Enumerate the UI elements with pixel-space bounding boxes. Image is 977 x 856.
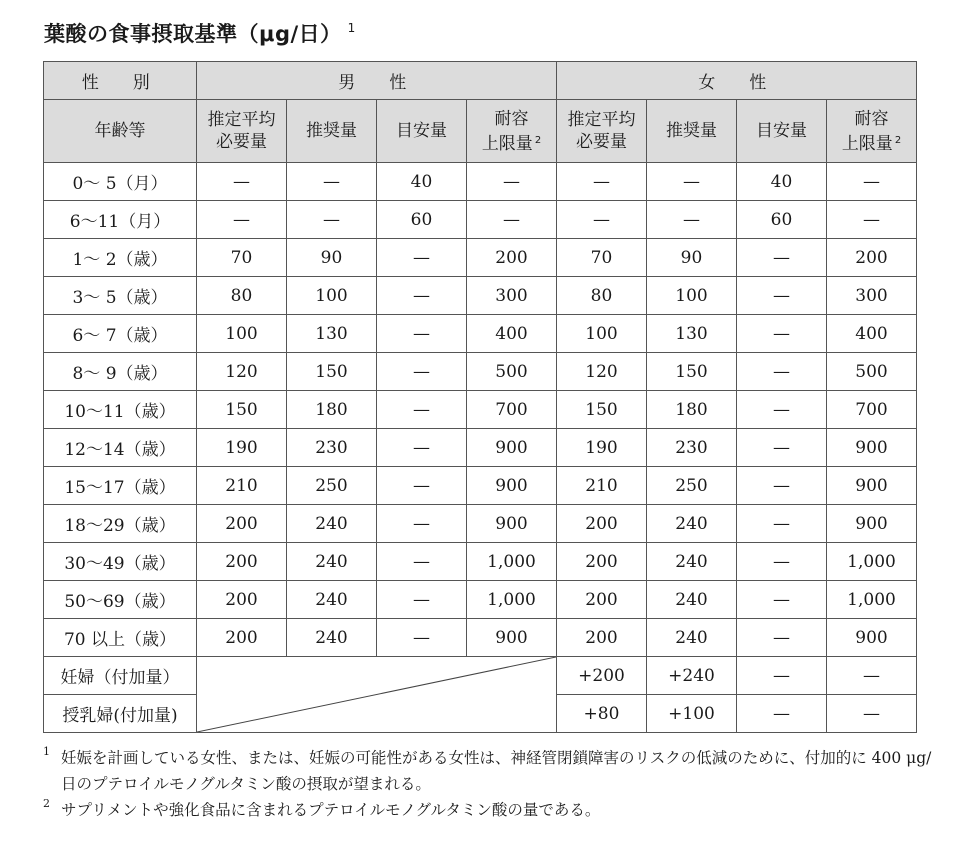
table-row: [44, 315, 917, 353]
table-row: [44, 581, 917, 619]
column-header: 耐容 上限量 $^2$: [467, 100, 557, 163]
male-value-cell: 250: [287, 467, 377, 505]
female-value-cell: —: [737, 505, 827, 543]
table-row: [44, 201, 917, 239]
age-cell: 30〜49（歳）: [44, 543, 197, 581]
female-value-cell: 500: [827, 353, 917, 391]
male-value-cell: —: [377, 239, 467, 277]
age-cell: 6〜 7（歳）: [44, 315, 197, 353]
male-value-cell: —: [287, 163, 377, 201]
female-value-cell: +80: [557, 695, 647, 733]
title-text: 葉酸の食事摂取基準（μg/日）: [44, 22, 342, 46]
page-title: [44, 18, 356, 48]
age-header: 年齢等: [44, 100, 197, 163]
male-value-cell: 200: [197, 581, 287, 619]
male-value-cell: 900: [467, 429, 557, 467]
female-value-cell: 400: [827, 315, 917, 353]
folate-intake-table: [43, 61, 917, 733]
male-value-cell: 200: [197, 619, 287, 657]
column-header: 推奨量: [287, 100, 377, 163]
column-header: 推定平均 必要量: [557, 100, 647, 163]
female-value-cell: 60: [737, 201, 827, 239]
male-value-cell: 200: [197, 505, 287, 543]
male-value-cell: 70: [197, 239, 287, 277]
male-value-cell: 240: [287, 543, 377, 581]
table-row: [44, 163, 917, 201]
male-value-cell: 900: [467, 619, 557, 657]
male-value-cell: —: [377, 391, 467, 429]
male-value-cell: —: [287, 201, 377, 239]
male-value-cell: 40: [377, 163, 467, 201]
sex-header: 性 別: [44, 62, 197, 100]
diagonal-line: [197, 657, 556, 732]
female-value-cell: 700: [827, 391, 917, 429]
female-value-cell: —: [647, 163, 737, 201]
male-value-cell: —: [377, 543, 467, 581]
age-cell: 0〜 5（月）: [44, 163, 197, 201]
female-value-cell: 200: [557, 619, 647, 657]
footnote-text: 妊娠を計画している女性、または、妊娠の可能性がある女性は、神経管閉鎖障害のリスクの低減のために、付加的に 400 μg/日のプテロイルモノグルタミン酸の摂取が望まれる。: [61, 749, 932, 793]
female-value-cell: 70: [557, 239, 647, 277]
female-value-cell: —: [737, 581, 827, 619]
footnote-1: [43, 745, 933, 797]
female-value-cell: —: [647, 201, 737, 239]
age-cell: 18〜29（歳）: [44, 505, 197, 543]
male-value-cell: 230: [287, 429, 377, 467]
male-value-cell: 700: [467, 391, 557, 429]
female-value-cell: —: [737, 391, 827, 429]
age-cell: 10〜11（歳）: [44, 391, 197, 429]
male-value-cell: —: [377, 315, 467, 353]
upper-limit-footnote-mark: 2: [894, 134, 902, 146]
female-value-cell: 240: [647, 505, 737, 543]
footnote-mark: 1: [43, 745, 50, 758]
age-cell: 50〜69（歳）: [44, 581, 197, 619]
age-cell: 3〜 5（歳）: [44, 277, 197, 315]
male-value-cell: 200: [467, 239, 557, 277]
table-row: [44, 543, 917, 581]
female-value-cell: 200: [557, 543, 647, 581]
female-value-cell: —: [827, 657, 917, 695]
male-value-cell: —: [377, 505, 467, 543]
female-value-cell: +100: [647, 695, 737, 733]
male-value-cell: 120: [197, 353, 287, 391]
female-value-cell: —: [737, 657, 827, 695]
column-header: 目安量: [737, 100, 827, 163]
male-value-cell: 190: [197, 429, 287, 467]
male-value-cell: —: [197, 201, 287, 239]
female-value-cell: —: [827, 695, 917, 733]
male-value-cell: 100: [287, 277, 377, 315]
male-value-cell: 60: [377, 201, 467, 239]
female-value-cell: 150: [647, 353, 737, 391]
female-value-cell: 100: [557, 315, 647, 353]
female-value-cell: —: [557, 163, 647, 201]
footnote-mark: 2: [43, 797, 50, 810]
age-cell: 15〜17（歳）: [44, 467, 197, 505]
male-value-cell: 180: [287, 391, 377, 429]
female-value-cell: 900: [827, 505, 917, 543]
age-cell: 8〜 9（歳）: [44, 353, 197, 391]
table-row: [44, 505, 917, 543]
female-value-cell: 210: [557, 467, 647, 505]
male-value-cell: —: [377, 429, 467, 467]
female-value-cell: 240: [647, 581, 737, 619]
male-value-cell: —: [377, 467, 467, 505]
male-value-cell: —: [467, 163, 557, 201]
female-value-cell: —: [827, 201, 917, 239]
male-value-cell: 900: [467, 467, 557, 505]
male-value-cell: 210: [197, 467, 287, 505]
male-value-cell: —: [197, 163, 287, 201]
column-header-row: [44, 100, 917, 163]
age-cell: 1〜 2（歳）: [44, 239, 197, 277]
female-value-cell: —: [737, 695, 827, 733]
male-value-cell: 200: [197, 543, 287, 581]
female-value-cell: 130: [647, 315, 737, 353]
female-value-cell: 250: [647, 467, 737, 505]
female-value-cell: —: [737, 619, 827, 657]
table-row: [44, 353, 917, 391]
upper-limit-footnote-mark: 2: [534, 134, 542, 146]
female-value-cell: —: [737, 429, 827, 467]
table-row: [44, 239, 917, 277]
female-value-cell: 190: [557, 429, 647, 467]
female-value-cell: 240: [647, 619, 737, 657]
female-value-cell: 900: [827, 467, 917, 505]
footnote-text: サプリメントや強化食品に含まれるプテロイルモノグルタミン酸の量である。: [61, 801, 601, 819]
male-value-cell: —: [377, 277, 467, 315]
age-cell: 妊婦（付加量）: [44, 657, 197, 695]
age-cell: 12〜14（歳）: [44, 429, 197, 467]
male-value-cell: 1,000: [467, 543, 557, 581]
female-value-cell: —: [737, 467, 827, 505]
female-value-cell: 150: [557, 391, 647, 429]
male-header: 男 性: [197, 62, 557, 100]
male-value-cell: 240: [287, 619, 377, 657]
female-value-cell: —: [737, 315, 827, 353]
column-header: 目安量: [377, 100, 467, 163]
female-value-cell: 100: [647, 277, 737, 315]
column-header: 推定平均 必要量: [197, 100, 287, 163]
male-value-cell: 240: [287, 581, 377, 619]
female-value-cell: 1,000: [827, 581, 917, 619]
male-value-cell: 90: [287, 239, 377, 277]
female-value-cell: 300: [827, 277, 917, 315]
female-value-cell: 120: [557, 353, 647, 391]
male-value-cell: 240: [287, 505, 377, 543]
title-footnote-mark: 1: [347, 21, 356, 35]
female-value-cell: 40: [737, 163, 827, 201]
female-value-cell: 900: [827, 619, 917, 657]
female-value-cell: 80: [557, 277, 647, 315]
female-value-cell: +200: [557, 657, 647, 695]
footnote-2: [43, 797, 933, 823]
female-value-cell: —: [827, 163, 917, 201]
male-value-cell: —: [377, 581, 467, 619]
male-value-cell: 80: [197, 277, 287, 315]
footnotes: [43, 745, 933, 823]
column-header: 耐容 上限量 $^2$: [827, 100, 917, 163]
female-value-cell: 200: [827, 239, 917, 277]
female-value-cell: 1,000: [827, 543, 917, 581]
age-cell: 70 以上（歳）: [44, 619, 197, 657]
table-row: [44, 277, 917, 315]
male-value-cell: 150: [287, 353, 377, 391]
table-row: [44, 467, 917, 505]
female-value-cell: +240: [647, 657, 737, 695]
table-row: [44, 657, 917, 695]
female-value-cell: 90: [647, 239, 737, 277]
not-applicable-cell: [197, 657, 557, 733]
female-value-cell: 200: [557, 505, 647, 543]
table-row: [44, 619, 917, 657]
male-value-cell: 500: [467, 353, 557, 391]
male-value-cell: 1,000: [467, 581, 557, 619]
table-body: [44, 163, 917, 733]
female-value-cell: —: [737, 277, 827, 315]
table-row: [44, 391, 917, 429]
male-value-cell: —: [467, 201, 557, 239]
female-value-cell: 240: [647, 543, 737, 581]
female-value-cell: 900: [827, 429, 917, 467]
age-cell: 6〜11（月）: [44, 201, 197, 239]
female-value-cell: 200: [557, 581, 647, 619]
female-value-cell: —: [737, 353, 827, 391]
female-value-cell: 180: [647, 391, 737, 429]
male-value-cell: 400: [467, 315, 557, 353]
male-value-cell: 900: [467, 505, 557, 543]
column-header: 推奨量: [647, 100, 737, 163]
table-row: [44, 429, 917, 467]
male-value-cell: 130: [287, 315, 377, 353]
male-value-cell: —: [377, 353, 467, 391]
female-value-cell: —: [557, 201, 647, 239]
female-value-cell: —: [737, 543, 827, 581]
age-cell: 授乳婦(付加量): [44, 695, 197, 733]
male-value-cell: 300: [467, 277, 557, 315]
male-value-cell: 150: [197, 391, 287, 429]
male-value-cell: —: [377, 619, 467, 657]
female-value-cell: 230: [647, 429, 737, 467]
female-header: 女 性: [557, 62, 917, 100]
female-value-cell: —: [737, 239, 827, 277]
male-value-cell: 100: [197, 315, 287, 353]
